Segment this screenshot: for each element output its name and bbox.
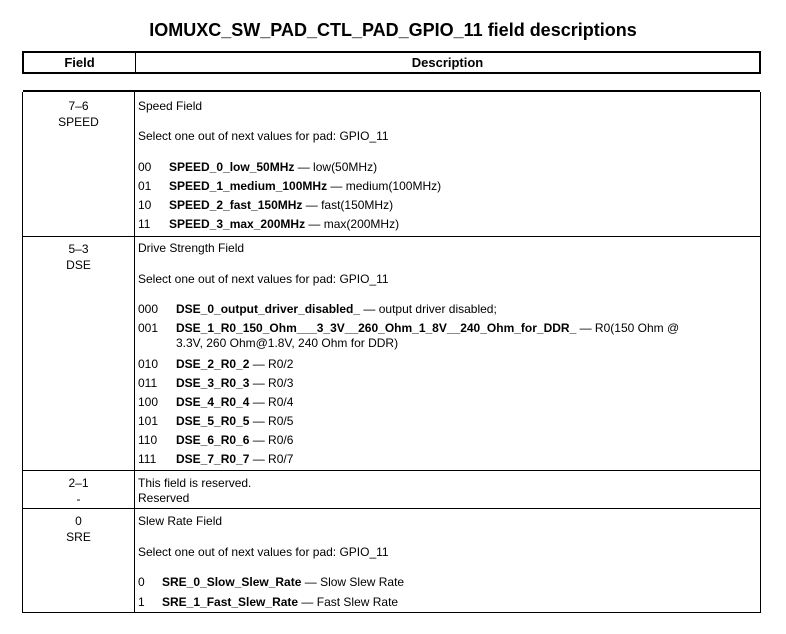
value-code: 100 [138, 395, 159, 409]
reserved-line2: Reserved [138, 491, 190, 505]
value-code: 00 [138, 160, 152, 174]
value-name: SPEED_0_low_50MHz [169, 160, 295, 174]
speed-bits: 7–6 [68, 99, 89, 113]
value-code: 01 [138, 179, 152, 193]
value-name: DSE_7_R0_7 [176, 452, 250, 466]
dse-value-row [138, 432, 293, 448]
row-divider [23, 508, 760, 509]
value-code: 000 [138, 302, 159, 316]
speed-value-row [138, 197, 393, 213]
sre-title: Slew Rate Field [138, 514, 223, 528]
value-code: 010 [138, 357, 159, 371]
value-code: 111 [138, 452, 157, 466]
value-code: 101 [138, 414, 159, 428]
value-name: SPEED_3_max_200MHz [169, 217, 306, 231]
value-desc: — R0/5 [249, 414, 294, 428]
dse-value-row [138, 451, 293, 467]
dse-value-row [138, 356, 293, 372]
speed-field-cell [23, 98, 134, 130]
sre-value-row [138, 574, 404, 590]
header-description: Description [411, 55, 484, 70]
field-table [22, 92, 761, 613]
value-code: 0 [138, 575, 145, 589]
speed-value-row [138, 159, 377, 175]
value-desc: — Fast Slew Rate [298, 595, 399, 609]
value-name: DSE_5_R0_5 [176, 414, 250, 428]
value-code: 110 [138, 433, 158, 447]
page-title: IOMUXC_SW_PAD_CTL_PAD_GPIO_11 field descriptions [149, 20, 637, 40]
value-desc: — output driver disabled; [360, 302, 497, 316]
value-desc: — max(200MHz) [305, 217, 400, 231]
sre-value-row [138, 594, 398, 610]
value-name: DSE_4_R0_4 [176, 395, 250, 409]
header-field: Field [64, 55, 95, 70]
value-code: 10 [138, 198, 152, 212]
dse-value-row [138, 413, 293, 429]
dse-select: Select one out of next values for pad: GPIO_11 [138, 272, 389, 286]
reserved-name: - [76, 492, 81, 506]
value-desc: — R0(150 Ohm @ [576, 321, 680, 335]
value-code: 11 [138, 217, 151, 231]
value-desc: — R0/2 [249, 357, 294, 371]
value-name: DSE_6_R0_6 [176, 433, 250, 447]
value-code: 1 [138, 595, 145, 609]
value-desc: — R0/6 [249, 433, 294, 447]
value-code: 011 [138, 376, 158, 390]
value-desc: — Slow Slew Rate [301, 575, 405, 589]
value-name: DSE_0_output_driver_disabled_ [176, 302, 361, 316]
sre-bits: 0 [75, 514, 82, 528]
sre-field-cell [23, 513, 134, 545]
value-name: SPEED_1_medium_100MHz [169, 179, 328, 193]
value-desc: — medium(100MHz) [327, 179, 442, 193]
dse-bits: 5–3 [68, 242, 89, 256]
sre-name: SRE [66, 530, 91, 544]
value-desc: — R0/7 [249, 452, 294, 466]
value-desc: — R0/3 [249, 376, 294, 390]
value-desc: — low(50MHz) [294, 160, 378, 174]
dse-name: DSE [66, 258, 91, 272]
value-name: DSE_1_R0_150_Ohm___3_3V__260_Ohm_1_8V__240_Ohm_for_DDR_ [176, 321, 577, 335]
dse-value-row [138, 375, 293, 391]
row-divider [23, 236, 760, 237]
value-name: SRE_0_Slow_Slew_Rate [162, 575, 302, 589]
value-desc: — R0/4 [249, 395, 294, 409]
dse-value-continuation: 3.3V, 260 Ohm@1.8V, 240 Ohm for DDR) [176, 336, 399, 350]
reserved-field-cell [23, 475, 134, 507]
speed-name: SPEED [58, 115, 99, 129]
reserved-bits: 2–1 [68, 476, 89, 490]
dse-title: Drive Strength Field [138, 241, 245, 255]
value-desc: — fast(150MHz) [302, 198, 394, 212]
speed-title: Speed Field [138, 99, 203, 113]
sre-select: Select one out of next values for pad: GPIO_11 [138, 545, 389, 559]
value-name: DSE_2_R0_2 [176, 357, 250, 371]
value-name: DSE_3_R0_3 [176, 376, 250, 390]
speed-value-row [138, 178, 441, 194]
value-code: 001 [138, 321, 159, 335]
value-name: SPEED_2_fast_150MHz [169, 198, 303, 212]
dse-value-row [138, 394, 293, 410]
reserved-line1: This field is reserved. [138, 476, 252, 490]
dse-value-row [138, 320, 679, 336]
table-header [22, 51, 761, 74]
dse-field-cell [23, 241, 134, 273]
speed-value-row [138, 216, 399, 232]
dse-value-row [138, 301, 497, 317]
column-divider [134, 92, 135, 612]
value-name: SRE_1_Fast_Slew_Rate [162, 595, 299, 609]
row-divider [23, 470, 760, 471]
speed-select: Select one out of next values for pad: GPIO_11 [138, 129, 389, 143]
